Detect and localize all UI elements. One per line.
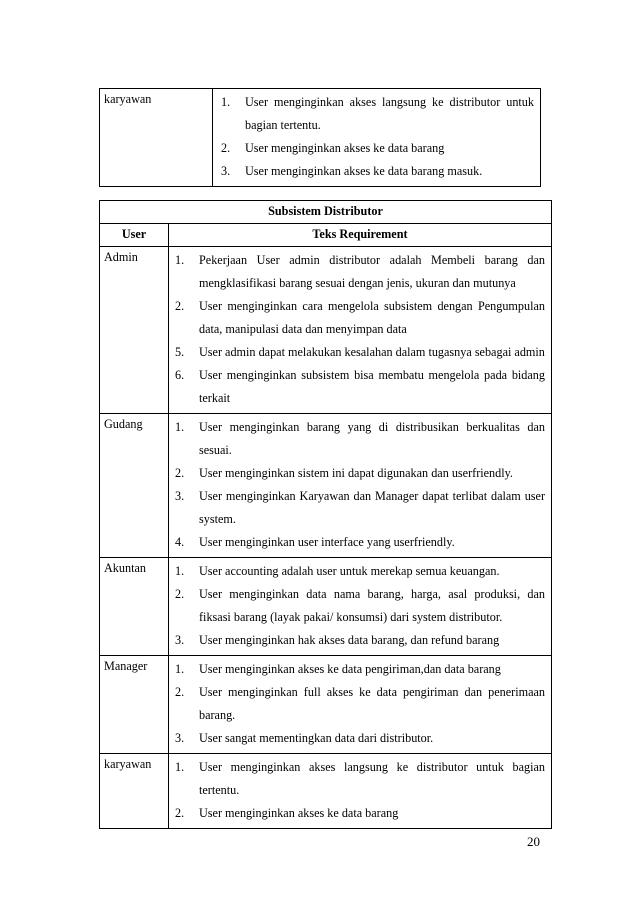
list-item: [175, 583, 545, 629]
item-text: User accounting adalah user untuk merekap semua keuangan.: [199, 564, 500, 578]
user-cell: karyawan: [100, 89, 213, 187]
list-item: [175, 658, 545, 681]
requirement-list: [221, 91, 534, 183]
table-header-row: [100, 224, 552, 247]
item-text: Pekerjaan User admin distributor adalah Membeli barang dan mengklasifikasi barang sesuai dengan jenis, ukuran dan mutunya: [199, 253, 545, 290]
list-item: [175, 249, 545, 295]
karyawan-requirement-table: [99, 88, 541, 187]
list-item: [175, 462, 545, 485]
list-item: [175, 364, 545, 410]
list-item: [175, 802, 545, 825]
requirement-list: [175, 658, 545, 750]
requirement-cell: [213, 89, 541, 187]
item-text: User menginginkan akses ke data barang masuk.: [245, 164, 483, 178]
item-number: 2.: [221, 141, 231, 155]
list-item: [221, 91, 534, 137]
requirement-cell: [169, 414, 552, 558]
item-text: User admin dapat melakukan kesalahan dalam tugasnya sebagai admin: [199, 345, 545, 359]
column-header-user: User: [100, 224, 169, 247]
item-number: 1.: [175, 253, 185, 267]
requirement-list: [175, 560, 545, 652]
item-number: 3.: [175, 731, 185, 745]
item-text: User menginginkan barang yang di distribusikan berkualitas dan sesuai.: [199, 420, 545, 457]
item-text: User menginginkan akses ke data barang: [199, 806, 399, 820]
requirement-cell: [169, 247, 552, 414]
list-item: [175, 531, 545, 554]
item-number: 3.: [175, 489, 185, 503]
item-number: 2.: [175, 685, 185, 699]
item-number: 6.: [175, 368, 185, 382]
user-cell: karyawan: [100, 754, 169, 829]
item-text: User menginginkan subsistem bisa membatu mengelola pada bidang terkait: [199, 368, 545, 405]
item-text: User menginginkan full akses ke data pengiriman dan penerimaan barang.: [199, 685, 545, 722]
user-cell: Manager: [100, 656, 169, 754]
list-item: [175, 629, 545, 652]
table-row: [100, 558, 552, 656]
table-row: [100, 89, 541, 187]
table-row: [100, 414, 552, 558]
item-number: 4.: [175, 535, 185, 549]
page-number: 20: [527, 834, 540, 849]
item-text: User menginginkan akses langsung ke distributor untuk bagian tertentu.: [199, 760, 545, 797]
item-text: User menginginkan data nama barang, harga, asal produksi, dan fiksasi barang (layak pakai/ konsumsi) dari system distributor.: [199, 587, 545, 624]
user-cell: Admin: [100, 247, 169, 414]
list-item: [175, 756, 545, 802]
item-number: 1.: [221, 95, 231, 109]
table-row: [100, 656, 552, 754]
list-item: [175, 681, 545, 727]
requirement-cell: [169, 558, 552, 656]
requirement-cell: [169, 754, 552, 829]
item-text: User menginginkan cara mengelola subsistem dengan Pengumpulan data, manipulasi data dan menyimpan data: [199, 299, 545, 336]
item-number: 5.: [175, 345, 185, 359]
item-number: 2.: [175, 466, 185, 480]
item-number: 2.: [175, 299, 185, 313]
item-text: User menginginkan akses ke data pengiriman,dan data barang: [199, 662, 501, 676]
requirement-list: [175, 416, 545, 554]
item-text: User menginginkan Karyawan dan Manager dapat terlibat dalam user system.: [199, 489, 545, 526]
list-item: [175, 295, 545, 341]
item-number: 2.: [175, 806, 185, 820]
list-item: [175, 485, 545, 531]
item-number: 2.: [175, 587, 185, 601]
table-title-row: [100, 201, 552, 224]
user-cell: Akuntan: [100, 558, 169, 656]
list-item: [221, 160, 534, 183]
list-item: [175, 727, 545, 750]
item-text: User sangat mementingkan data dari distributor.: [199, 731, 434, 745]
item-text: User menginginkan akses ke data barang: [245, 141, 445, 155]
table-row: [100, 754, 552, 829]
item-text: User menginginkan akses langsung ke distributor untuk bagian tertentu.: [245, 95, 534, 132]
table-row: [100, 247, 552, 414]
item-text: User menginginkan hak akses data barang, dan refund barang: [199, 633, 500, 647]
item-number: 3.: [221, 164, 231, 178]
item-number: 3.: [175, 633, 185, 647]
item-number: 1.: [175, 662, 185, 676]
item-text: User menginginkan user interface yang userfriendly.: [199, 535, 455, 549]
item-number: 1.: [175, 564, 185, 578]
requirement-list: [175, 249, 545, 410]
item-number: 1.: [175, 760, 185, 774]
list-item: [175, 341, 545, 364]
item-number: 1.: [175, 420, 185, 434]
list-item: [175, 560, 545, 583]
user-cell: Gudang: [100, 414, 169, 558]
requirement-cell: [169, 656, 552, 754]
item-text: User menginginkan sistem ini dapat digunakan dan userfriendly.: [199, 466, 513, 480]
list-item: [221, 137, 534, 160]
requirement-list: [175, 756, 545, 825]
subsistem-distributor-table: [99, 200, 552, 829]
table-title: Subsistem Distributor: [100, 201, 552, 224]
column-header-requirement: Teks Requirement: [169, 224, 552, 247]
list-item: [175, 416, 545, 462]
